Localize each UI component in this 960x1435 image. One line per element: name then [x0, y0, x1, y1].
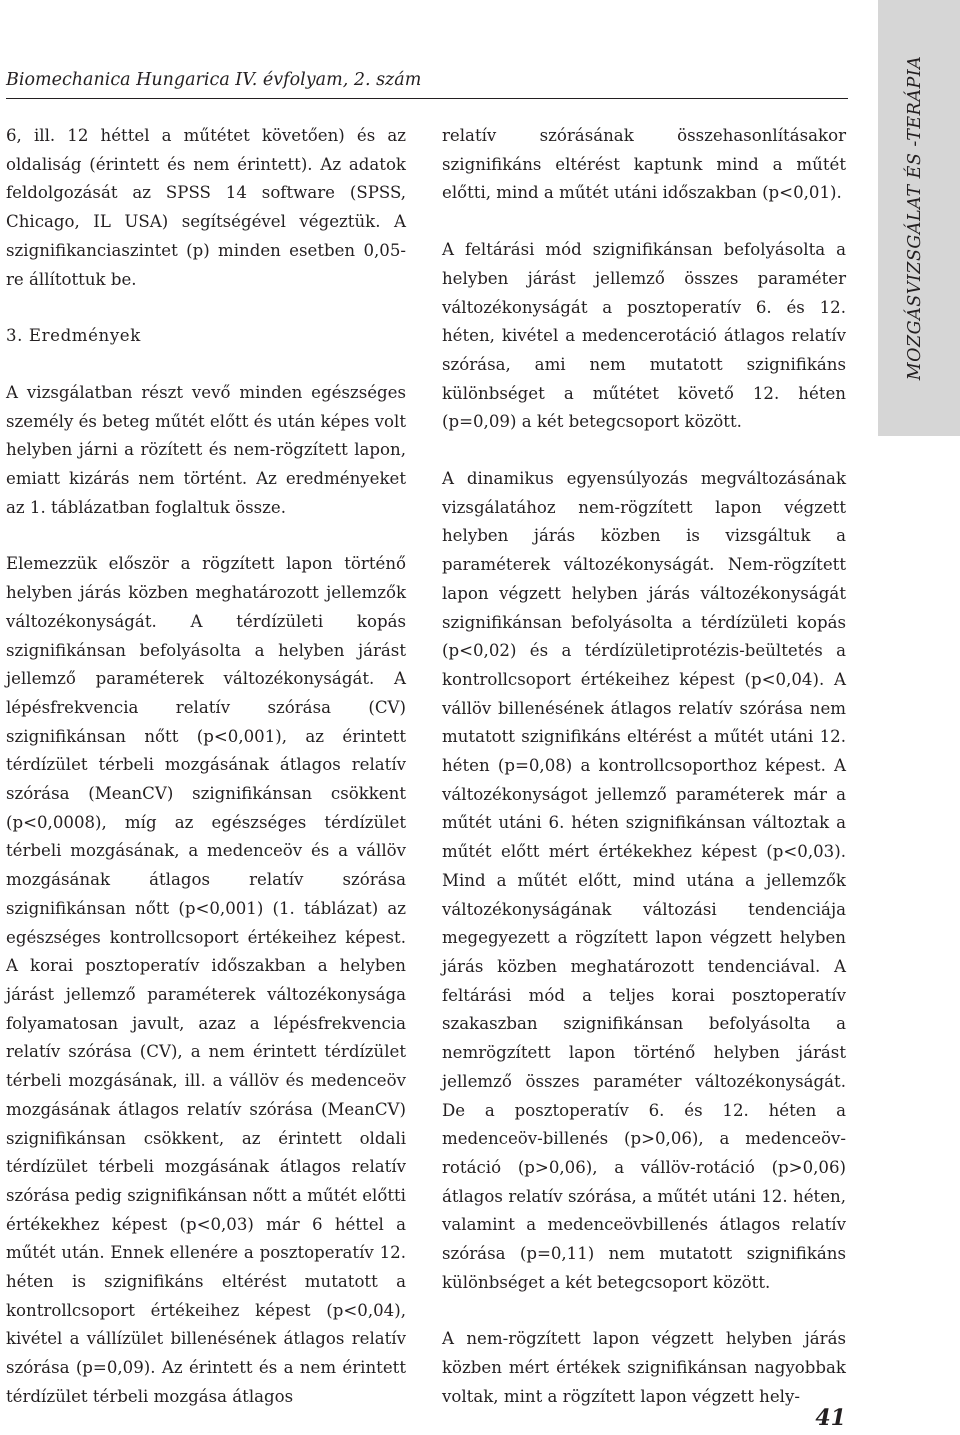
left-paragraph-1: 6, ill. 12 héttel a műtétet követően) és az oldaliság (érintett és nem érintett). Az adatok feldolgozását az SPSS 14 software (SPSS, Chicago, IL USA) segítségével végeztük. A szignifikanciaszintet (p) minden esetben 0,05-re állítottuk be. — [6, 126, 406, 289]
page-number: 41 — [815, 1405, 846, 1431]
section-heading-results: 3. Eredmények — [6, 326, 141, 346]
right-paragraph-1: relatív szórásának összehasonlításakor szignifikáns eltérést kaptunk mind a műtét előtti, mind a műtét utáni időszakban (p<0,01). — [442, 126, 846, 203]
journal-header: Biomechanica Hungarica IV. évfolyam, 2. szám — [6, 70, 422, 90]
right-paragraph-3: A dinamikus egyensúlyozás megváltozásának vizsgálatához nem-rögzített lapon végzett helyben járás közben is vizsgáltuk a paraméterek változékonyságát. Nem-rögzített lapon végzett helyben járás változékonyságát szignifikánsan befolyásolta a térdízületi kopás (p<0,02) és a térdízületiprotézis-beültetés a kontrollcsoport értékeihez képest (p<0,04). A vállöv billenésének átlagos relatív szórása nem mutatott szignifikáns eltérést a műtét utáni 12. héten (p=0,08) a kontrollcsoporthoz képest. A változékonyságot jellemző paraméterek már a műtét utáni 6. héten szignifikánsan változtak a műtét előtt mért értékekhez képest (p<0,03). Mind a műtét előtt, mind utána a jellemzők változékonyságának változási tendenciája megegyezett a rögzített lapon végzett helyben járás közben meghatározott tendenciával. A feltárási mód a teljes korai posztoperatív szakaszban szignifikánsan befolyásolta a nemrögzített lapon történő helyben járást jellemző összes paraméter változékonyságát. De a posztoperatív 6. és 12. héten a medenceöv-billenés (p>0,06), a medenceöv-rotáció (p>0,06), a vállöv-rotáció (p>0,06) átlagos relatív szórása, a műtét utáni 12. héten, valamint a medenceövbillenés átlagos relatív szórása (p=0,11) nem mutatott szignifikáns különbséget a két betegcsoport között. — [442, 469, 846, 1292]
left-column — [6, 122, 406, 1412]
section-sidebar-label: MOZGÁSVIZSGÁLAT ÉS -TERÁPIA — [905, 55, 925, 381]
right-paragraph-4: A nem-rögzített lapon végzett helyben járás közben mért értékek szignifikánsan nagyobbak voltak, mint a rögzített lapon végzett hely- — [442, 1329, 846, 1406]
right-column — [442, 122, 846, 1412]
left-paragraph-2: A vizsgálatban részt vevő minden egészséges személy és beteg műtét előtt és után képes volt helyben járni a rözített és nem-rögzített lapon, emiatt kizárás nem történt. Az eredményeket az 1. táblázatban foglaltuk össze. — [6, 382, 406, 517]
header-rule — [6, 98, 848, 99]
left-paragraph-3: Elemezzük először a rögzített lapon történő helyben járás közben meghatározott jellemzők változékonyságát. A térdízületi kopás szignifikánsan befolyásolta a helyben járást jellemző paraméterek változékonyságát. A lépésfrekvencia relatív szórása (CV) szignifikánsan nőtt (p<0,001), az érintett térdízület térbeli mozgásának átlagos relatív szórása (MeanCV) szignifikánsan csökkent (p<0,0008), míg az egészséges térdízület térbeli mozgásának, a medenceöv és a vállöv mozgásának átlagos relatív szórása szignifikánsan nőtt (p<0,001) (1. táblázat) az egészséges kontrollcsoport értékeihez képest. A korai posztoperatív időszakban a helyben járást jellemző paraméterek változékonysága folyamatosan javult, azaz a lépésfrekvencia relatív szórása (CV), a nem érintett térdízület térbeli mozgásának, ill. a vállöv és medenceöv mozgásának átlagos relatív szórása (MeanCV) szignifikánsan csökkent, az érintett oldali térdízület térbeli mozgásának átlagos relatív szórása pedig szignifikánsan nőtt a műtét előtti értékekhez képest (p<0,03) már 6 héttel a műtét után. Ennek ellenére a posztoperatív 12. héten is szignifikáns eltérést mutatott a kontrollcsoport értékeihez képest (p<0,04), kivétel a vállízület billenésének átlagos relatív szórása (p=0,09). Az érintett és a nem érintett térdízület térbeli mozgása átlagos — [6, 554, 406, 1406]
right-paragraph-2: A feltárási mód szignifikánsan befolyásolta a helyben járást jellemző összes paraméter változékonyságát a posztoperatív 6. és 12. héten, kivétel a medencerotáció átlagos relatív szórása, ami nem mutatott szignifikáns különbséget a műtétet követő 12. héten (p=0,09) a két betegcsoport között. — [442, 240, 846, 432]
